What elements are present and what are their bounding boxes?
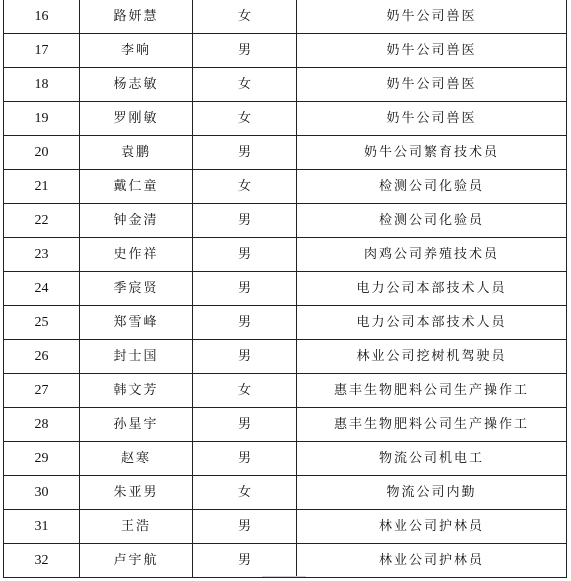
person-name: 朱亚男 [80,476,193,510]
job-position: 电力公司本部技术人员 [297,306,567,340]
table-row [4,306,567,340]
person-gender: 男 [193,34,297,68]
person-name: 罗刚敏 [80,102,193,136]
person-gender: 男 [193,408,297,442]
person-name: 李响 [80,34,193,68]
job-position: 林业公司护林员 [297,544,567,578]
row-number: 30 [4,476,80,510]
person-gender: 男 [193,272,297,306]
person-gender: 女 [193,170,297,204]
job-position: 检测公司化验员 [297,204,567,238]
person-name: 路妍慧 [80,0,193,34]
row-number: 22 [4,204,80,238]
person-name: 袁鹏 [80,136,193,170]
table-row [4,476,567,510]
person-gender: 女 [193,476,297,510]
row-number: 27 [4,374,80,408]
job-position: 奶牛公司兽医 [297,102,567,136]
table-row [4,170,567,204]
row-number: 26 [4,340,80,374]
person-gender: 男 [193,136,297,170]
table-row [4,544,567,578]
table-row [4,136,567,170]
person-name: 孙星宇 [80,408,193,442]
page-divider [262,576,306,577]
table-row [4,68,567,102]
row-number: 18 [4,68,80,102]
table-row [4,204,567,238]
job-position: 肉鸡公司养殖技术员 [297,238,567,272]
table-row [4,272,567,306]
row-number: 25 [4,306,80,340]
table-row [4,0,567,34]
person-name: 史作祥 [80,238,193,272]
person-gender: 女 [193,374,297,408]
person-gender: 女 [193,68,297,102]
person-name: 郑雪峰 [80,306,193,340]
table-row [4,442,567,476]
row-number: 24 [4,272,80,306]
table-row [4,510,567,544]
person-name: 杨志敏 [80,68,193,102]
job-position: 惠丰生物肥料公司生产操作工 [297,408,567,442]
row-number: 28 [4,408,80,442]
job-position: 奶牛公司兽医 [297,0,567,34]
person-gender: 男 [193,510,297,544]
person-name: 韩文芳 [80,374,193,408]
job-position: 林业公司护林员 [297,510,567,544]
table-row [4,408,567,442]
job-position: 奶牛公司兽医 [297,68,567,102]
person-name: 封士国 [80,340,193,374]
table-row [4,102,567,136]
roster-table [3,0,567,578]
person-name: 卢宇航 [80,544,193,578]
person-gender: 男 [193,340,297,374]
job-position: 奶牛公司繁育技术员 [297,136,567,170]
person-gender: 男 [193,238,297,272]
row-number: 19 [4,102,80,136]
roster-body [4,0,567,578]
table-row [4,340,567,374]
row-number: 21 [4,170,80,204]
job-position: 林业公司挖树机驾驶员 [297,340,567,374]
job-position: 惠丰生物肥料公司生产操作工 [297,374,567,408]
job-position: 电力公司本部技术人员 [297,272,567,306]
job-position: 物流公司内勤 [297,476,567,510]
row-number: 23 [4,238,80,272]
person-gender: 男 [193,204,297,238]
person-name: 季宸贤 [80,272,193,306]
row-number: 17 [4,34,80,68]
job-position: 检测公司化验员 [297,170,567,204]
table-row [4,238,567,272]
job-position: 物流公司机电工 [297,442,567,476]
row-number: 29 [4,442,80,476]
person-name: 王浩 [80,510,193,544]
person-gender: 男 [193,544,297,578]
person-name: 钟金清 [80,204,193,238]
person-gender: 女 [193,0,297,34]
person-gender: 男 [193,306,297,340]
table-row [4,374,567,408]
row-number: 31 [4,510,80,544]
person-name: 戴仁童 [80,170,193,204]
person-gender: 女 [193,102,297,136]
row-number: 20 [4,136,80,170]
table-row [4,34,567,68]
job-position: 奶牛公司兽医 [297,34,567,68]
person-name: 赵寒 [80,442,193,476]
row-number: 16 [4,0,80,34]
row-number: 32 [4,544,80,578]
person-gender: 男 [193,442,297,476]
